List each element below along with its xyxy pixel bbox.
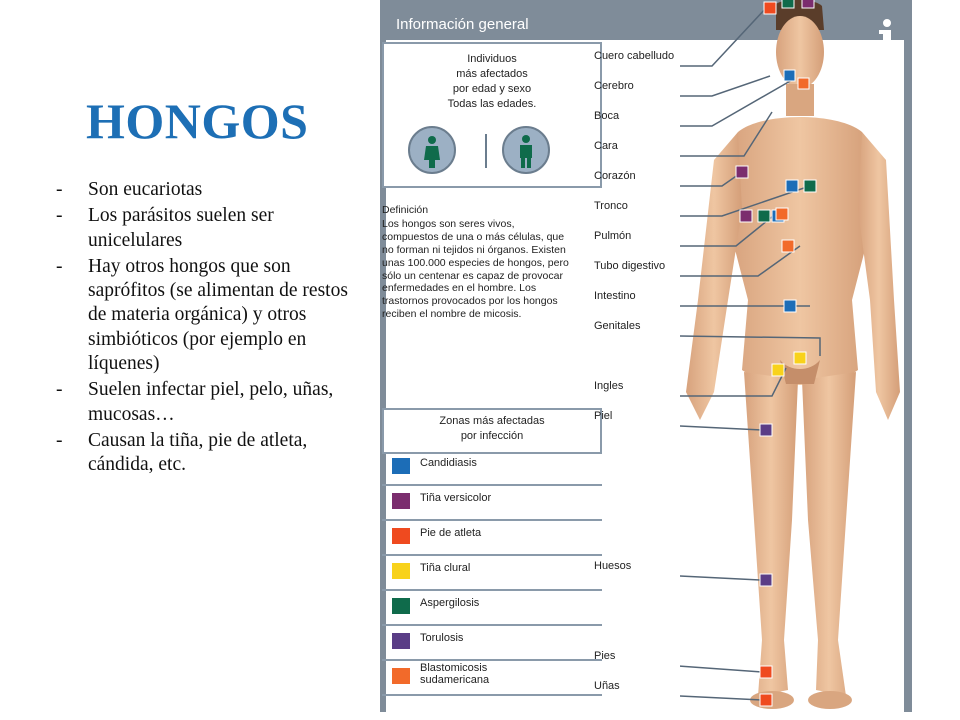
legend-title-line: Zonas más afectadas (439, 415, 545, 427)
body-label: Uñas (594, 680, 620, 692)
infographic-right-bar (904, 0, 912, 712)
legend-label: Torulosis (420, 632, 464, 644)
body-label: Genitales (594, 320, 641, 332)
legend-swatch (392, 633, 410, 649)
legend-swatch (392, 528, 410, 544)
body-label: Tubo digestivo (594, 260, 666, 272)
affected-box (382, 42, 602, 188)
bullet-text: Suelen infectar piel, pelo, uñas, mucosas… (88, 379, 334, 425)
legend-swatch (392, 458, 410, 474)
affected-box-text (384, 52, 600, 112)
body-label: Pies (594, 650, 616, 662)
definition-block (382, 204, 572, 321)
bullet-item: - Causan la tiña, pie de atleta, cándida, etc. (56, 429, 308, 476)
body-label: Pulmón (594, 230, 632, 242)
bullet-text: Hay otros hongos que son saprófitos (se alimentan de restos de materia orgánica) y otros simbióticos (por ejemplo en líquenes) (88, 255, 348, 375)
female-icon (408, 126, 456, 174)
legend-swatch (392, 668, 410, 684)
legend-item (382, 555, 602, 591)
bullet-item: - Hay otros hongos que son saprófitos (se alimentan de restos de materia orgánica) y otros simbióticos (por ejemplo en líquenes) (56, 255, 348, 375)
legend-item (382, 520, 602, 556)
body-label: Boca (594, 110, 620, 122)
legend-label: Candidiasis (420, 457, 477, 469)
legend-swatch (392, 598, 410, 614)
legend-title-line: por infección (460, 430, 524, 442)
body-label: Cara (594, 140, 618, 152)
legend-swatch (392, 493, 410, 509)
legend-item (382, 485, 602, 521)
bullet-text: Son eucariotas (88, 179, 203, 200)
affected-line: Todas las edades. (447, 98, 537, 110)
legend-item (382, 450, 602, 486)
bullet-text: Causan la tiña, pie de atleta, cándida, etc. (88, 429, 308, 476)
legend-swatch (392, 563, 410, 579)
legend-label: Blastomicosis sudamericana (420, 662, 490, 686)
body-label: Cuero cabelludo (594, 50, 675, 62)
gender-separator (485, 134, 487, 168)
body-label: Cerebro (594, 80, 634, 92)
definition-text: Los hongos son seres vivos, compuestos de una o más células, que no forman ni tejidos ni órganos. Existen unas 100.000 especies de hongos, pero sólo un centenar es capaz de provocar enfermedades en el hombre. Los trastornos provocados por los hongos reciben el nombre de micosis. (382, 217, 569, 321)
body-label: Tronco (594, 200, 628, 212)
legend-item (382, 660, 602, 696)
affected-line: Individuos (467, 53, 517, 65)
body-diagram (680, 0, 902, 712)
affected-line: por edad y sexo (452, 83, 532, 95)
human-body-figure (680, 0, 902, 712)
body-label: Huesos (594, 560, 632, 572)
body-label: Ingles (594, 380, 624, 392)
legend-label: Tiña clural (420, 562, 471, 574)
infographic-header-text: Información general (396, 16, 529, 33)
bullet-list (50, 178, 355, 480)
bullet-item: - Son eucariotas (56, 179, 203, 200)
body-label: Corazón (594, 170, 636, 182)
legend-header (382, 408, 602, 454)
bullet-item: - Los parásitos suelen ser unicelulares (56, 205, 274, 251)
body-label: Piel (594, 410, 613, 422)
male-icon (502, 126, 550, 174)
legend-label: Aspergilosis (420, 597, 480, 609)
legend-item (382, 625, 602, 661)
slide-title: HONGOS (86, 93, 309, 149)
infographic (380, 0, 912, 712)
bullet-text: Los parásitos suelen ser unicelulares (88, 205, 274, 251)
bullet-item: - Suelen infectar piel, pelo, uñas, mucosas… (56, 379, 334, 425)
definition-title: Definición (382, 204, 429, 216)
body-label: Intestino (594, 290, 636, 302)
affected-line: más afectados (456, 68, 528, 80)
legend-item (382, 590, 602, 626)
legend-label: Tiña versicolor (420, 492, 492, 504)
legend-label: Pie de atleta (420, 527, 482, 539)
